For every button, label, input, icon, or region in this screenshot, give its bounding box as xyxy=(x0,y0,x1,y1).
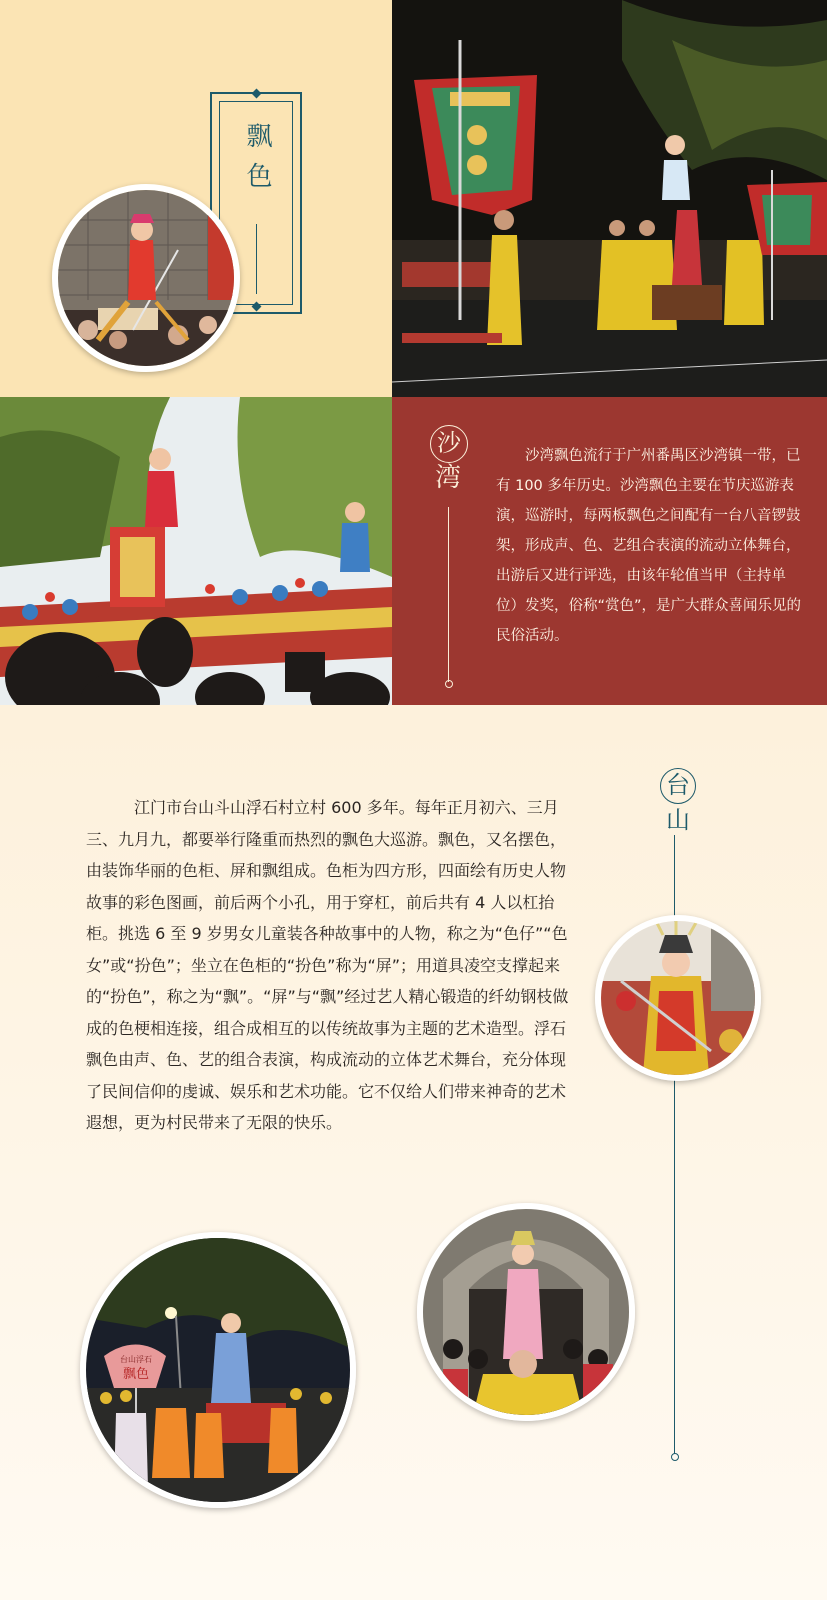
shawan-label-second: 湾 xyxy=(434,463,461,493)
shawan-paragraph: 沙湾飘色流行于广州番禺区沙湾镇一带，已有 100 多年历史。沙湾飘色主要在节庆巡游表演，巡游时，每两板飘色之间配有一台八音锣鼓架，形成声、色、艺组合表演的流动立体舞台，出游后又进行评选，由该年轮值当甲（主持单位）发奖，俗称“赏色”，是广大群众喜闻乐见的民俗活动。 xyxy=(496,448,802,644)
costumed-performer-image xyxy=(601,921,755,1075)
sign-line1: 台山浮石 xyxy=(120,1355,152,1364)
page-title: 飘色 xyxy=(242,122,272,202)
photo-daytime-float xyxy=(0,397,392,705)
photo-child-performer xyxy=(52,184,240,372)
taishan-label xyxy=(660,768,696,836)
taishan-paragraph: 江门市台山斗山浮石村立村 600 多年。每年正月初六、三月三、九月九，都要举行隆重而热烈的飘色大巡游。飘色，又名摆色，由装饰华丽的色柜、屏和飘组成。色柜为四方形，四面绘有历史人物故事的彩色图画，前后两个小孔，用于穿杠，前后共有 4 人以杠抬柜。挑选 6 至 9 岁男女儿童装各种故事中的人物，称之为“色仔”“色女”或“扮色”；坐立在色柜的“扮色”称为“屏”；用道具凌空支撑起来的“扮色”，称之为“飘”。“屏”与“飘”经过艺人精心锻造的纤幼钢枝做成的色梗相连接，组合成相互的以传统故事为主题的艺术造型。浮石飘色由声、色、艺的组合表演，构成流动的立体艺术舞台，充分体现了民间信仰的虔诚、娱乐和艺术功能。它不仅给人们带来神奇的艺术遐想，更为村民带来了无限的快乐。 xyxy=(86,798,569,1132)
daytime-float-image xyxy=(0,397,392,705)
arch-procession-image xyxy=(423,1209,629,1415)
shawan-divider-dot xyxy=(445,680,453,688)
shawan-divider xyxy=(448,507,449,682)
night-parade-image xyxy=(392,0,827,397)
taishan-parade-night-image xyxy=(86,1238,350,1502)
shawan-panel xyxy=(392,397,827,705)
taishan-label-first: 台 xyxy=(660,768,696,804)
photo-costumed-performer xyxy=(595,915,761,1081)
photo-night-parade xyxy=(392,0,827,397)
taishan-divider-dot xyxy=(671,1453,679,1461)
shawan-label-first: 沙 xyxy=(430,425,468,463)
child-performer-image xyxy=(58,190,234,366)
photo-arch-procession xyxy=(417,1203,635,1421)
taishan-label-second: 山 xyxy=(666,806,690,834)
photo-taishan-parade-night xyxy=(80,1232,356,1508)
shawan-label xyxy=(430,425,470,493)
sign-line2: 飘色 xyxy=(122,1367,150,1382)
